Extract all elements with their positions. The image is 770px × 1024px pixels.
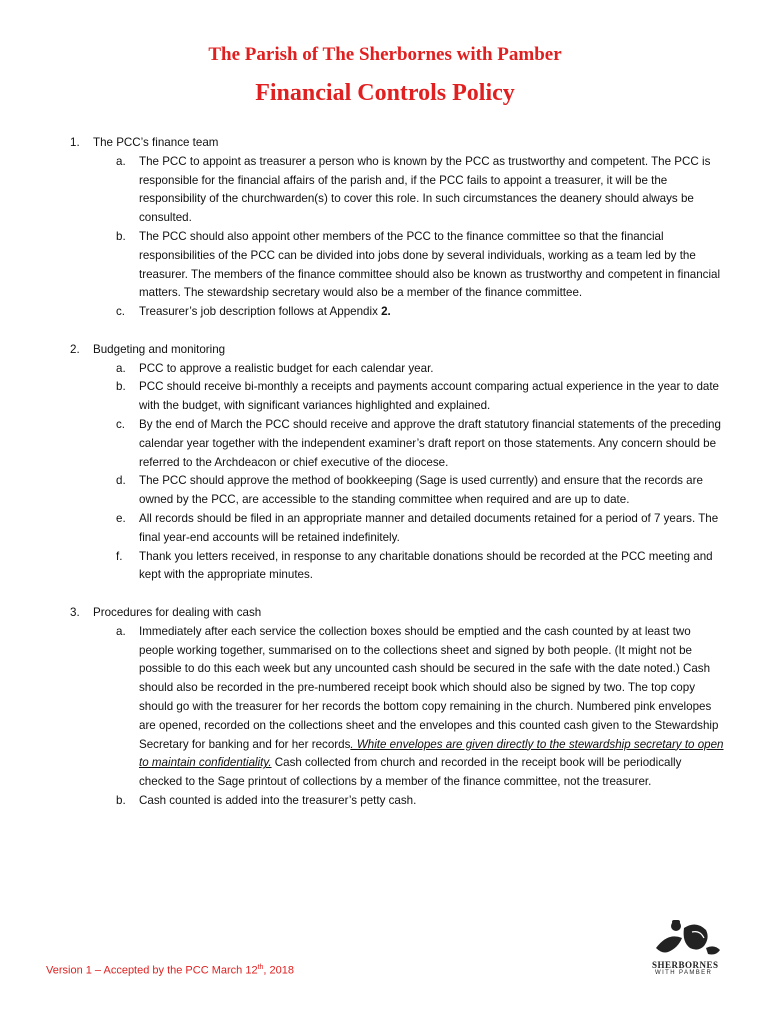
list-item [0, 378, 770, 416]
item-letter: a. [116, 154, 126, 168]
item-text: Immediately after each service the collection boxes should be emptied and the cash counted by at least two people working together, summarised on to the collections sheet and signed by both people. (It might not be possible to do this each week but any uncounted cash should be secured in the safe with the date noted.) Cash should also be recorded in the pre-numbered receipt book which should also be signed by two. The top copy should go with the treasurer for her records the bottom copy remaining in the church. Numbered pink envelopes are opened, recorded on the collections sheet and the envelopes and this counted cash given to the Stewardship Secretary for banking and for her records [139, 624, 719, 751]
version-text: Version 1 – Accepted by the PCC March 12 [46, 964, 258, 977]
version-year: , 2018 [263, 964, 294, 977]
list-item [0, 548, 770, 586]
section-title: The PCC’s finance team [93, 136, 219, 149]
item-letter: b. [116, 380, 126, 394]
list-item [0, 792, 770, 811]
item-letter: b. [116, 793, 126, 807]
section-heading [0, 134, 770, 153]
item-letter: c. [116, 305, 126, 319]
list-item [0, 153, 770, 228]
item-text: The PCC to appoint as treasurer a person who is known by the PCC as trustworthy and competent. The PCC is responsible for the financial affairs of the parish and, if the PCC fails to appoint a treasurer, it will be the responsibility of the churchwarden(s) to cover this role. In such circumstances the deanery should always be consulted. [139, 154, 711, 225]
logo-line2: WITH PAMBER [655, 970, 713, 976]
item-letter: a. [116, 624, 126, 638]
item-text: PCC should receive bi-monthly a receipts and payments account comparing actual experience in the year to date with the budget, with significant variances highlighted and explained. [139, 380, 720, 413]
section-number: 3. [70, 605, 80, 619]
policy-title: Financial Controls Policy [255, 80, 515, 106]
item-text-continued: Cash collected from church and recorded in the receipt book will be periodically checked to the Sage printout of collections by a member of the finance committee, not the treasurer. [139, 756, 682, 789]
underlined-italic-text: . White envelopes are given directly to the stewardship secretary to open to maintain confidentiality. [139, 737, 724, 770]
section-heading [0, 604, 770, 623]
section-budgeting [0, 341, 770, 585]
section-number: 2. [70, 342, 80, 356]
section-heading [0, 341, 770, 360]
item-text: The PCC should approve the method of bookkeeping (Sage is used currently) and ensure that the records are owned by the PCC, are accessible to the standing committee when required and are up to date. [139, 474, 703, 507]
item-text: By the end of March the PCC should receive and approve the draft statutory financial statements of the preceding calendar year together with the independent examiner’s draft report on those statements. Any concern should be referred to the Archdeacon or chief executive of the diocese. [139, 417, 721, 469]
list-item [0, 510, 770, 548]
item-letter: e. [116, 511, 126, 525]
list-item [0, 416, 770, 472]
item-text: All records should be filed in an appropriate manner and detailed documents retained for a period of 7 years. The final year-end accounts will be retained indefinitely. [139, 511, 719, 544]
list-item [0, 303, 770, 322]
policy-content [0, 134, 770, 829]
item-text: Treasurer’s job description follows at Appendix [139, 305, 382, 319]
list-item [0, 228, 770, 303]
section-title: Procedures for dealing with cash [93, 605, 262, 619]
list-item [0, 472, 770, 510]
item-letter: d. [116, 474, 126, 488]
item-letter: a. [116, 361, 126, 375]
list-item [0, 360, 770, 379]
item-text: The PCC should also appoint other members of the PCC to the finance committee so that the financial responsibilities of the PCC can be divided into jobs done by several individuals, working as a team led by the treasurer. The members of the finance committee should also be known as trustworthy and competent in financial matters. The stewardship secretary would also be a member of the finance committee. [139, 229, 721, 300]
item-letter: b. [116, 229, 126, 243]
section-title: Budgeting and monitoring [93, 342, 226, 356]
list-item [0, 623, 770, 792]
item-letter: c. [116, 417, 126, 431]
section-number: 1. [70, 136, 80, 149]
logo-line1: SHERBORNES [652, 960, 719, 970]
item-text: Cash counted is added into the treasurer’s petty cash. [139, 793, 417, 807]
section-cash-procedures [0, 604, 770, 811]
section-finance-team [0, 134, 770, 322]
appendix-number: 2. [381, 305, 391, 319]
item-text: Thank you letters received, in response to any charitable donations should be recorded at the PCC meeting and kept with the appropriate minutes. [139, 549, 713, 582]
date-superscript: th [257, 964, 264, 971]
parish-title: The Parish of The Sherbornes with Pamber [208, 44, 562, 65]
item-letter: f. [116, 549, 123, 563]
version-footer [46, 964, 294, 977]
item-text: PCC to approve a realistic budget for each calendar year. [139, 361, 434, 375]
